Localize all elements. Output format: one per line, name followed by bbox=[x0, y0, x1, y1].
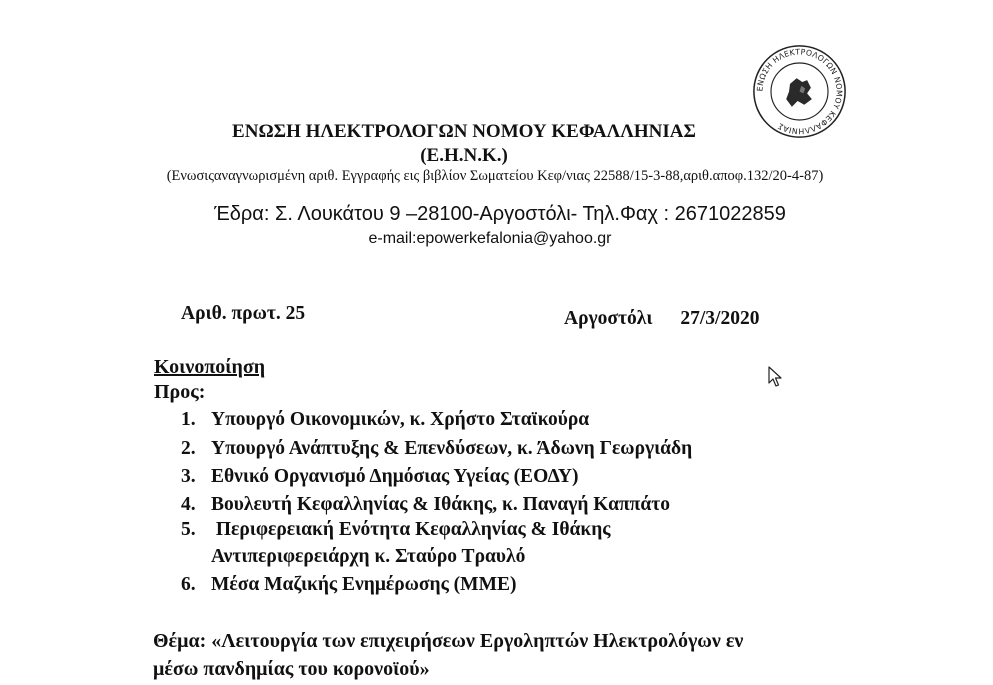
recipient-item bbox=[181, 466, 578, 488]
organization-name: ΕΝΩΣΗ ΗΛΕΚΤΡΟΛΟΓΩΝ ΝΟΜΟΥ ΚΕΦΑΛΛΗΝΙΑΣ bbox=[232, 121, 696, 142]
recipient-text: Περιφερειακή Ενότητα Κεφαλληνίας & Ιθάκης bbox=[211, 519, 611, 540]
organization-address: Έδρα: Σ. Λουκάτου 9 –28100-Αργοστόλι- Τηλ.Φαχ : 2671022859 bbox=[214, 203, 786, 225]
recipient-item bbox=[181, 438, 692, 460]
recipient-number: 5. bbox=[181, 519, 196, 540]
reference-number: Αριθ. πρωτ. 25 bbox=[181, 303, 306, 324]
place-and-date bbox=[564, 308, 759, 330]
recipient-text: Μέσα Μαζικής Ενημέρωσης (ΜΜΕ) bbox=[211, 574, 517, 595]
organization-abbreviation: (Ε.Η.Ν.Κ.) bbox=[420, 145, 508, 166]
recipient-item bbox=[181, 409, 589, 431]
date: 27/3/2020 bbox=[680, 308, 760, 329]
subject-line-2: μέσω πανδημίας του κορονοϊού» bbox=[153, 658, 430, 680]
recipient-number: 2. bbox=[181, 438, 196, 459]
recipient-item bbox=[181, 519, 611, 541]
mouse-pointer-icon bbox=[768, 366, 782, 388]
recipient-continuation: Αντιπεριφερειάρχη κ. Σταύρο Τραυλό bbox=[211, 546, 526, 567]
recipient-number: 6. bbox=[181, 574, 196, 595]
recipient-item bbox=[181, 494, 670, 516]
organization-email: e-mail:epowerkefalonia@yahoo.gr bbox=[368, 230, 612, 247]
recipient-text: Βουλευτή Κεφαλληνίας & Ιθάκης, κ. Παναγή Καππάτο bbox=[211, 494, 670, 515]
recipient-item bbox=[181, 574, 516, 596]
subject-line bbox=[153, 627, 743, 683]
registration-details: (Ενωσιςαναγνωρισμένη αριθ. Εγγραφής εις βιβλίον Σωματείου Κεφ/νιας 22588/15-3-88,αριθ.αποφ.132/20-4-87) bbox=[166, 168, 824, 184]
recipient-text: Υπουργό Ανάπτυξης & Επενδύσεων, κ. Άδωνη Γεωργιάδη bbox=[211, 438, 693, 459]
recipients-heading: Προς: bbox=[154, 381, 206, 403]
island-map-icon bbox=[786, 78, 812, 107]
place: Αργοστόλι bbox=[564, 308, 653, 329]
notification-heading: Κοινοποίηση bbox=[154, 356, 266, 378]
recipient-text: Εθνικό Οργανισμό Δημόσιας Υγείας (ΕΟΔΥ) bbox=[211, 466, 579, 487]
subject-line-1: Θέμα: «Λειτουργία των επιχειρήσεων Εργοληπτών Ηλεκτρολόγων εν bbox=[153, 630, 744, 652]
recipient-number: 4. bbox=[181, 494, 196, 515]
recipient-text: Υπουργό Οικονομικών, κ. Χρήστο Σταϊκούρα bbox=[211, 409, 590, 430]
recipient-number: 3. bbox=[181, 466, 196, 487]
stamp-text: ΕΝΩΣΗ ΗΛΕΚΤΡΟΛΟΓΩΝ ΝΟΜΟΥ ΚΕΦΑΛΛΗΝΙΑΣ bbox=[755, 47, 844, 136]
recipient-number: 1. bbox=[181, 409, 196, 430]
